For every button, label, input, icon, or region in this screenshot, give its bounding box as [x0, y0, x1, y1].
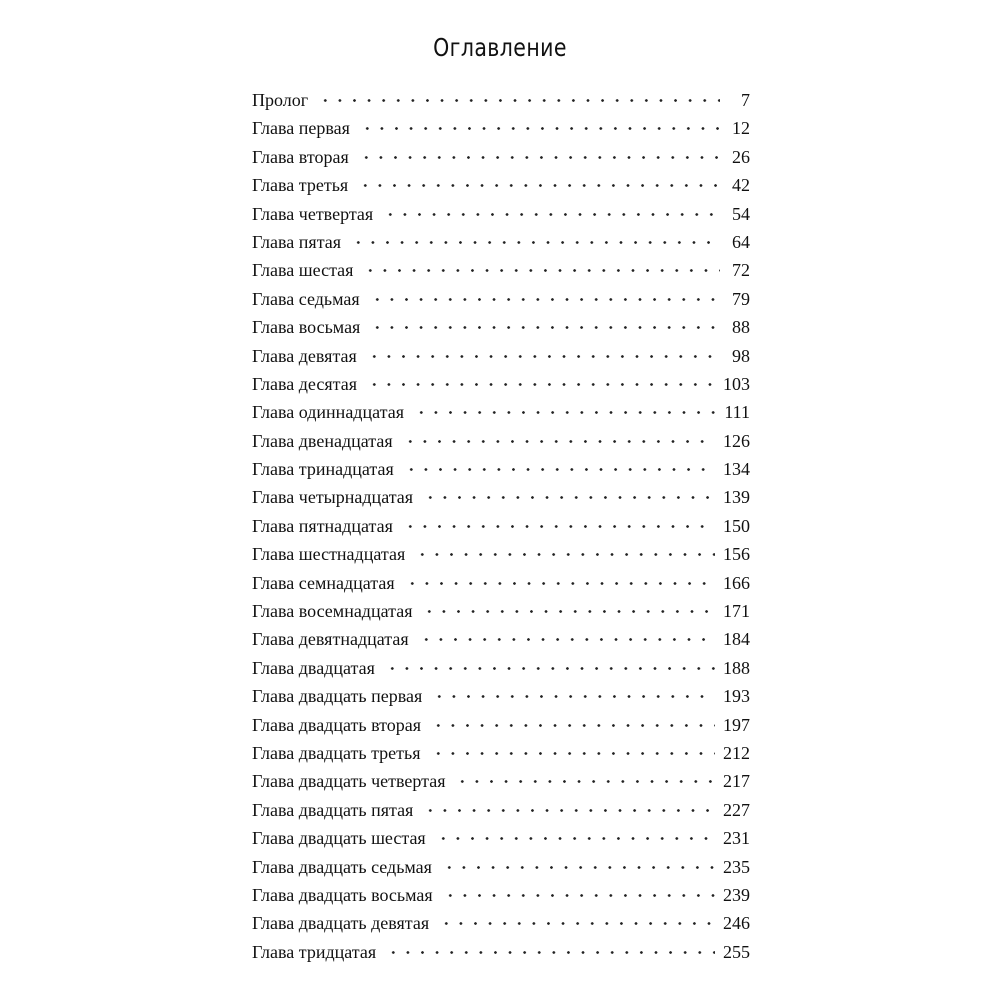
- toc-entry-title: Глава двадцать четвертая: [252, 771, 446, 792]
- toc-entry: [252, 881, 750, 909]
- dot-leader: [367, 383, 715, 386]
- dot-leader: [370, 298, 720, 301]
- toc-entry: [252, 540, 750, 568]
- toc-entry-title: Глава двадцать девятая: [252, 913, 430, 934]
- toc-page-number: 54: [732, 203, 750, 224]
- dot-leader: [358, 184, 720, 187]
- dot-leader: [423, 809, 715, 812]
- dot-leader: [439, 922, 715, 925]
- toc-page-number: 126: [723, 430, 750, 451]
- toc-page-number: 150: [723, 515, 750, 536]
- toc-entry: [252, 711, 750, 739]
- toc-entry-title: Глава двадцать пятая: [252, 799, 414, 820]
- toc-entry: [252, 86, 750, 114]
- dot-leader: [351, 241, 720, 244]
- toc-entry-title: Глава восьмая: [252, 317, 361, 338]
- toc-page-number: 111: [724, 402, 750, 423]
- dot-leader: [404, 468, 715, 471]
- toc-page-number: 42: [732, 175, 750, 196]
- toc-page-number: 193: [723, 686, 750, 707]
- toc-page-number: 72: [732, 260, 750, 281]
- toc-entry: [252, 313, 750, 341]
- page-title: Оглавление: [433, 33, 567, 62]
- toc-page-number: 12: [732, 118, 750, 139]
- dot-leader: [360, 127, 720, 130]
- toc-entry-title: Пролог: [252, 90, 309, 110]
- toc-page-number: 184: [723, 629, 750, 650]
- toc-entry: [252, 398, 750, 426]
- toc-entry: [252, 625, 750, 653]
- toc-entry: [252, 455, 750, 483]
- toc-page-number: 188: [723, 657, 750, 678]
- toc-entry-title: Глава девятая: [252, 345, 357, 366]
- toc-entry: [252, 739, 750, 767]
- toc-entry-title: Глава одиннадцатая: [252, 402, 404, 423]
- dot-leader: [383, 213, 720, 216]
- toc-entry-title: Глава седьмая: [252, 288, 360, 309]
- toc-page-number: 98: [732, 345, 750, 366]
- toc-page-number: 255: [723, 941, 750, 962]
- toc-entry: [252, 342, 750, 370]
- toc-entry: [252, 256, 750, 284]
- toc-entry: [252, 171, 750, 199]
- toc-entry-title: Глава пятая: [252, 231, 342, 252]
- dot-leader: [423, 496, 715, 499]
- toc-entry: [252, 228, 750, 256]
- toc-page-number: 246: [723, 913, 750, 934]
- toc-entry: [252, 427, 750, 455]
- toc-entry: [252, 597, 750, 625]
- toc-entry: [252, 370, 750, 398]
- toc-entry: [252, 654, 750, 682]
- toc-entry: [252, 285, 750, 313]
- dot-leader: [431, 752, 715, 755]
- table-of-contents: [252, 86, 750, 966]
- toc-entry: [252, 909, 750, 937]
- toc-page-number: 156: [723, 544, 750, 565]
- dot-leader: [436, 837, 715, 840]
- toc-page-number: 79: [732, 288, 750, 309]
- toc-entry: [252, 200, 750, 228]
- toc-page-number: 134: [723, 459, 750, 480]
- dot-leader: [403, 440, 715, 443]
- toc-entry-title: Глава тринадцатая: [252, 459, 394, 480]
- dot-leader: [443, 894, 715, 897]
- toc-entry-title: Глава четвертая: [252, 203, 374, 224]
- toc-entry-title: Глава двадцать первая: [252, 686, 423, 707]
- toc-page-number: 239: [723, 884, 750, 905]
- dot-leader: [405, 582, 715, 585]
- toc-entry-title: Глава семнадцатая: [252, 572, 395, 593]
- toc-entry-title: Глава пятнадцатая: [252, 515, 393, 536]
- toc-entry-title: Глава первая: [252, 118, 350, 139]
- toc-page-number: 171: [723, 601, 750, 622]
- dot-leader: [415, 553, 715, 556]
- toc-entry: [252, 824, 750, 852]
- toc-entry-title: Глава двадцать третья: [252, 742, 421, 763]
- toc-page-number: 166: [723, 572, 750, 593]
- toc-entry-title: Глава шестая: [252, 260, 354, 281]
- toc-entry-title: Глава третья: [252, 175, 349, 196]
- toc-page-number: 64: [732, 231, 750, 252]
- toc-page-number: 103: [723, 373, 750, 394]
- dot-leader: [422, 610, 715, 613]
- toc-entry-title: Глава восемнадцатая: [252, 601, 413, 622]
- toc-entry-title: Глава девятнадцатая: [252, 629, 409, 650]
- toc-entry-title: Глава двадцать вторая: [252, 714, 422, 735]
- toc-entry: [252, 569, 750, 597]
- toc-entry-title: Глава вторая: [252, 146, 349, 167]
- toc-entry: [252, 682, 750, 710]
- dot-leader: [385, 667, 715, 670]
- toc-page-number: 212: [723, 742, 750, 763]
- dot-leader: [432, 695, 715, 698]
- dot-leader: [419, 638, 715, 641]
- toc-entry: [252, 853, 750, 881]
- toc-entry: [252, 114, 750, 142]
- dot-leader: [442, 866, 715, 869]
- dot-leader: [318, 99, 720, 102]
- toc-entry-title: Глава двадцатая: [252, 657, 375, 678]
- toc-entry-title: Глава четырнадцатая: [252, 487, 414, 508]
- toc-entry-title: Глава двадцать шестая: [252, 828, 426, 849]
- toc-entry-title: Глава двенадцатая: [252, 430, 393, 451]
- toc-page-number: 26: [732, 146, 750, 167]
- dot-leader: [386, 951, 715, 954]
- toc-entry-title: Глава двадцать седьмая: [252, 856, 432, 877]
- toc-entry-title: Глава тридцатая: [252, 941, 377, 962]
- toc-entry: [252, 767, 750, 795]
- toc-page-number: 139: [723, 487, 750, 508]
- toc-page-number: 217: [723, 771, 750, 792]
- toc-entry-title: Глава двадцать восьмая: [252, 884, 433, 905]
- dot-leader: [370, 326, 720, 329]
- dot-leader: [431, 724, 715, 727]
- dot-leader: [414, 411, 716, 414]
- dot-leader: [363, 269, 720, 272]
- toc-page-number: 197: [723, 714, 750, 735]
- toc-entry: [252, 938, 750, 966]
- toc-entry: [252, 512, 750, 540]
- toc-page-number: 227: [723, 799, 750, 820]
- toc-entry: [252, 483, 750, 511]
- toc-entry-title: Глава шестнадцатая: [252, 544, 406, 565]
- toc-page-number: 231: [723, 828, 750, 849]
- toc-entry: [252, 796, 750, 824]
- toc-page-number: 88: [732, 317, 750, 338]
- dot-leader: [403, 525, 715, 528]
- toc-entry-title: Глава десятая: [252, 373, 357, 394]
- toc-page-number: 7: [741, 90, 750, 110]
- dot-leader: [367, 355, 720, 358]
- dot-leader: [359, 156, 720, 159]
- toc-page-number: 235: [723, 856, 750, 877]
- dot-leader: [455, 780, 715, 783]
- toc-entry: [252, 143, 750, 171]
